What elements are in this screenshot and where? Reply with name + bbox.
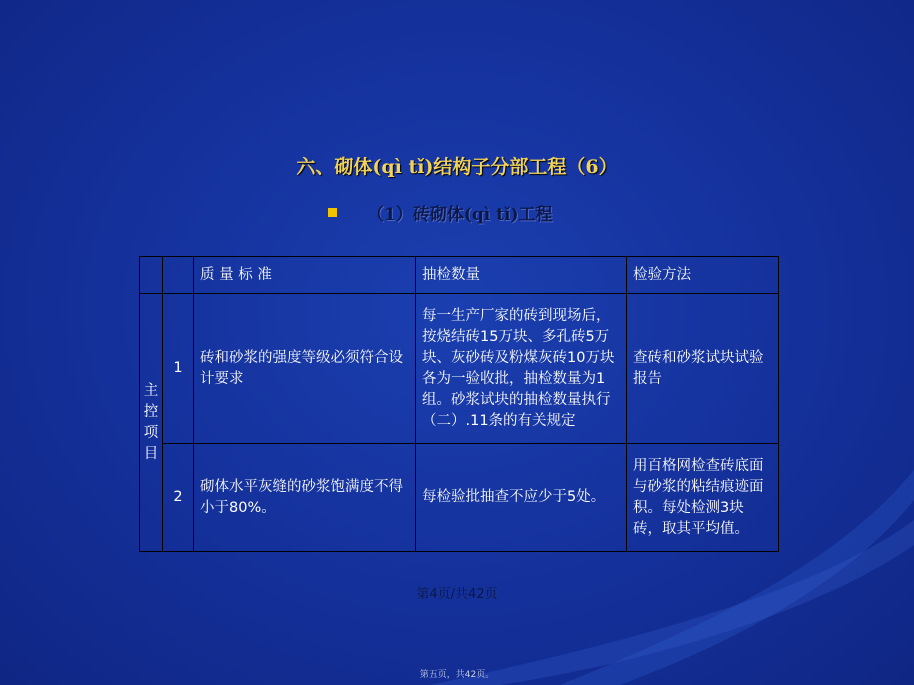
- row-index: 2: [163, 444, 194, 552]
- category-cell: [140, 294, 163, 552]
- table-header-row: [140, 257, 779, 294]
- header-method: 检验方法: [627, 257, 779, 294]
- row-standard: 砖和砂浆的强度等级必须符合设计要求: [194, 294, 416, 444]
- header-quantity: 抽检数量: [416, 257, 627, 294]
- row-quantity: 每一生产厂家的砖到现场后，按烧结砖15万块、多孔砖5万块、灰砂砖及粉煤灰砖10万块各为一验收批，抽检数量为1组。砂浆试块的抽检数量执行（二）.11条的有关规定: [416, 294, 627, 444]
- quality-table: [139, 256, 779, 552]
- row-quantity: 每检验批抽查不应少于5处。: [416, 444, 627, 552]
- header-cell-blank-1: [140, 257, 163, 294]
- table-row: [140, 444, 779, 552]
- slide-subtitle: （1）砖砌体(qì tǐ)工程: [367, 205, 553, 225]
- row-method: 用百格网检查砖底面与砂浆的粘结痕迹面积。每处检测3块砖，取其平均值。: [627, 444, 779, 552]
- row-index: 1: [163, 294, 194, 444]
- row-method: 查砖和砂浆试块试验报告: [627, 294, 779, 444]
- subtitle-row: [328, 200, 553, 225]
- category-label: 主控项目: [143, 382, 159, 462]
- footnote: 第五页，共42页。: [419, 670, 495, 680]
- table-row: [140, 294, 779, 444]
- bullet-square-icon: [328, 208, 337, 217]
- row-standard: 砌体水平灰缝的砂浆饱满度不得小于80%。: [194, 444, 416, 552]
- header-standard: 质 量 标 准: [194, 257, 416, 294]
- page-number: 第4页/共42页: [416, 587, 498, 602]
- header-cell-blank-2: [163, 257, 194, 294]
- slide-title: 六、砌体(qì tǐ)结构子分部工程（6）: [296, 156, 618, 178]
